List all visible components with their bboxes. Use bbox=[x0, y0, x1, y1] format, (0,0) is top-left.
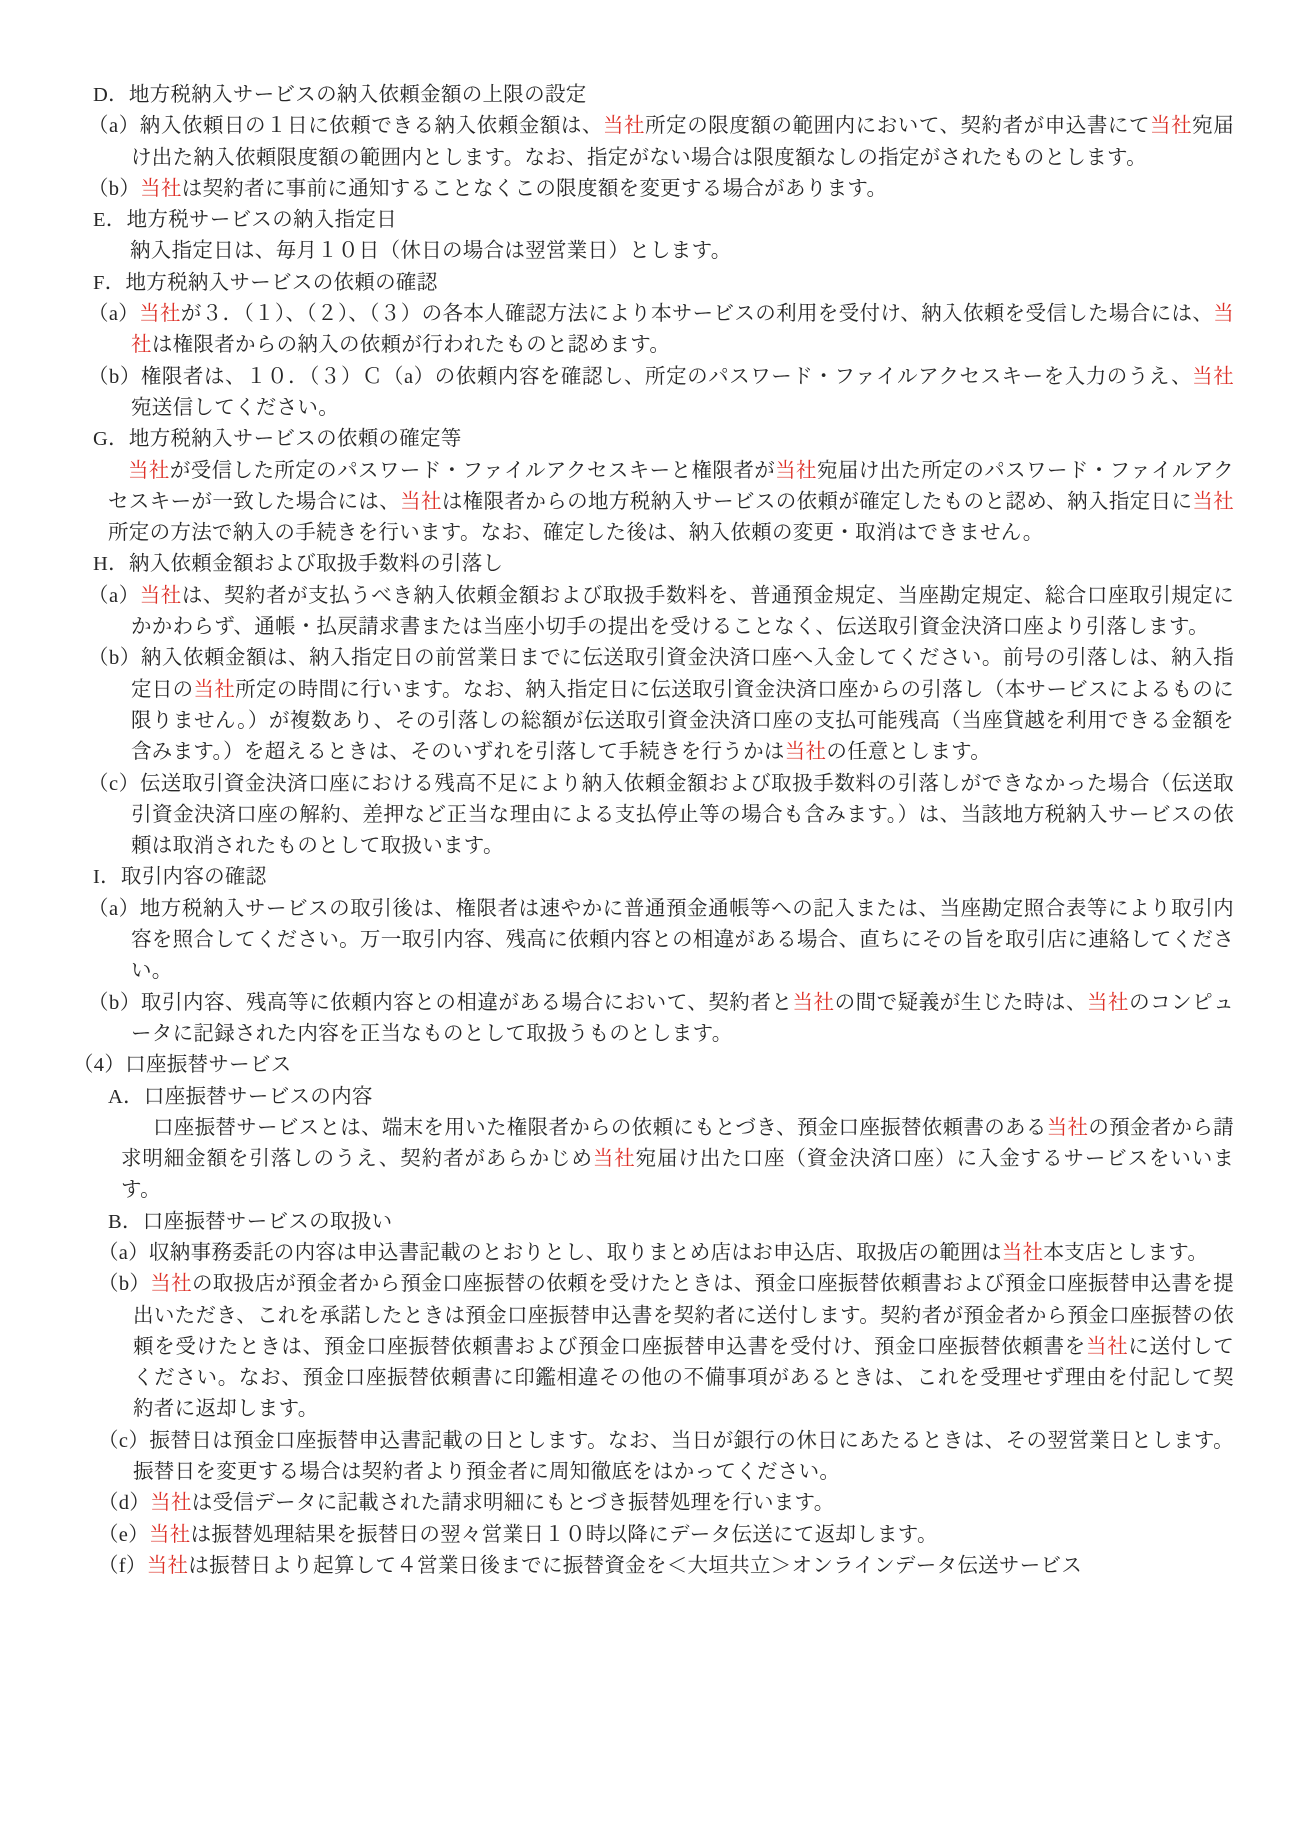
text-run: 所定の時間に行います。なお、納入指定日に伝送取引資金決済口座からの引落し（本サービスによるものに限りません。）が複数あり、その引落しの総額が伝送取引資金決済口座の支払可能残高（当座貸越を利用できる金額を含みます。）を超えるときは、そのいずれを引落して手続きを行うかは bbox=[131, 678, 1234, 764]
text-run: に送付してください。なお、預金口座振替依頼書に印鑑相違その他の不備事項があるときは、これを受理せず理由を付記して契約者に返却します。 bbox=[133, 1335, 1235, 1421]
paragraph-item2 bbox=[0, 1551, 1234, 1582]
company-term-highlight: 当社 bbox=[1086, 1335, 1129, 1358]
text-run: A．口座振替サービスの内容 bbox=[108, 1085, 373, 1108]
company-term-highlight: 当社 bbox=[131, 303, 1235, 357]
company-term-highlight: 当社 bbox=[150, 1273, 192, 1296]
text-run: の預金者から請求明細金額を引落しのうえ、契約者があらかじめ bbox=[121, 1116, 1234, 1171]
paragraph-item2 bbox=[0, 1238, 1234, 1269]
text-run: （b）取引内容、残高等に依頼内容との相違がある場合において、契約者と bbox=[88, 991, 793, 1014]
paragraph-h2 bbox=[0, 1207, 1234, 1238]
paragraph-h1 bbox=[0, 205, 1234, 236]
company-term-highlight: 当社 bbox=[1046, 1116, 1089, 1139]
company-term-highlight: 当社 bbox=[775, 459, 817, 482]
text-run: 所定の限度額の範囲内において、契約者が申込書にて bbox=[645, 115, 1151, 138]
text-run: の間で疑義が生じた時は、 bbox=[834, 991, 1087, 1014]
company-term-highlight: 当社 bbox=[784, 741, 827, 764]
paragraph-item bbox=[0, 362, 1234, 425]
company-term-highlight: 当社 bbox=[150, 1492, 192, 1515]
text-run: は権限者からの納入の依頼が行われたものと認めます。 bbox=[151, 334, 671, 357]
paragraph-item bbox=[0, 174, 1234, 205]
text-run: （f） bbox=[98, 1554, 147, 1577]
company-term-highlight: 当社 bbox=[128, 459, 170, 482]
text-run: I．取引内容の確認 bbox=[93, 866, 267, 889]
paragraph-ebody bbox=[0, 236, 1234, 267]
paragraph-h1 bbox=[0, 80, 1234, 111]
paragraph-h1 bbox=[0, 424, 1234, 455]
text-run: は、契約者が支払うべき納入依頼金額および取扱手数料を、普通預金規定、当座勘定規定、総合口座取引規定にかかわらず、通帳・払戻請求書または当座小切手の提出を受けることなく、伝送取引資金決済口座より引落します。 bbox=[131, 584, 1235, 639]
paragraph-item2 bbox=[0, 1269, 1234, 1425]
document-body bbox=[0, 80, 1234, 1582]
paragraph-item bbox=[0, 581, 1234, 644]
paragraph-item2 bbox=[0, 1488, 1234, 1519]
paragraph-h2 bbox=[0, 1082, 1234, 1113]
text-run: 納入指定日は、毎月１０日（休日の場合は翌営業日）とします。 bbox=[130, 240, 732, 263]
paragraph-item bbox=[0, 299, 1234, 362]
text-run: 宛届け出た口座（資金決済口座）に入金するサービスをいいます。 bbox=[121, 1148, 1234, 1202]
text-run: （e） bbox=[98, 1523, 149, 1546]
text-run: B．口座振替サービスの取扱い bbox=[108, 1210, 393, 1233]
text-run: G．地方税納入サービスの依頼の確定等 bbox=[93, 428, 462, 451]
paragraph-item bbox=[0, 111, 1234, 174]
paragraph-h1 bbox=[0, 268, 1234, 299]
text-run: のコンピュータに記録された内容を正当なものとして取扱うものとします。 bbox=[131, 991, 1234, 1045]
text-run: 本支店とします。 bbox=[1043, 1241, 1209, 1264]
text-run: が受信した所定のパスワード・ファイルアクセスキーと権限者が bbox=[169, 459, 776, 482]
text-run: （a）収納事務委託の内容は申込書記載のとおりとし、取りまとめ店はお申込店、取扱店の範囲は bbox=[98, 1241, 1002, 1264]
paragraph-item2 bbox=[0, 1426, 1234, 1489]
paragraph-h1 bbox=[0, 862, 1234, 893]
company-term-highlight: 当社 bbox=[149, 1523, 191, 1546]
text-run: が３．（１）、（２）、（３）の各本人確認方法により本サービスの利用を受付け、納入依頼を受信した場合には、 bbox=[180, 303, 1214, 326]
text-run: は振替処理結果を振替日の翌々営業日１０時以降にデータ伝送にて返却します。 bbox=[190, 1523, 938, 1546]
paragraph-item2 bbox=[0, 1520, 1234, 1551]
text-run: （a） bbox=[88, 303, 140, 326]
company-term-highlight: 当社 bbox=[1192, 490, 1234, 513]
company-term-highlight: 当社 bbox=[193, 678, 236, 701]
company-term-highlight: 当社 bbox=[139, 303, 181, 326]
text-run: （c）伝送取引資金決済口座における残高不足により納入依頼金額および取扱手数料の引落しができなかった場合（伝送取引資金決済口座の解約、差押など正当な理由による支払停止等の場合も含みます。）は、当該地方税納入サービスの依頼は取消されたものとして取扱います。 bbox=[88, 772, 1234, 858]
paragraph-h1 bbox=[0, 549, 1234, 580]
text-run: （a）納入依頼日の１日に依頼できる納入依頼金額は、 bbox=[88, 115, 603, 138]
text-run: F．地方税納入サービスの依頼の確認 bbox=[93, 271, 438, 294]
paragraph-gpara bbox=[0, 456, 1234, 550]
text-run: （d） bbox=[98, 1492, 151, 1515]
text-run: 所定の方法で納入の手続きを行います。なお、確定した後は、納入依頼の変更・取消はできません。 bbox=[108, 522, 1044, 545]
text-run: （b） bbox=[98, 1273, 151, 1296]
text-run: の任意とします。 bbox=[826, 741, 992, 764]
paragraph-item bbox=[0, 988, 1234, 1051]
text-run: は振替日より起算して４営業日後までに振替資金を＜大垣共立＞オンラインデータ伝送サービス bbox=[188, 1554, 1083, 1577]
paragraph-item bbox=[0, 643, 1234, 768]
text-run: は受信データに記載された請求明細にもとづき振替処理を行います。 bbox=[191, 1492, 835, 1515]
paragraph-item bbox=[0, 769, 1234, 863]
company-term-highlight: 当社 bbox=[792, 991, 835, 1014]
text-run: （c）振替日は預金口座振替申込書記載の日とします。なお、当日が銀行の休日にあたるときは、その翌営業日とします。振替日を変更する場合は契約者より預金者に周知徹底をはかってください。 bbox=[98, 1429, 1234, 1484]
text-run: 口座振替サービスとは、端末を用いた権限者からの依頼にもとづき、預金口座振替依頼書のある bbox=[153, 1116, 1047, 1139]
text-run: H．納入依頼金額および取扱手数料の引落し bbox=[93, 553, 504, 576]
text-run: （a） bbox=[88, 584, 140, 607]
text-run: 宛届け出た納入依頼限度額の範囲内とします。なお、指定がない場合は限度額なしの指定がされたものとします。 bbox=[131, 115, 1234, 169]
company-term-highlight: 当社 bbox=[139, 584, 182, 607]
company-term-highlight: 当社 bbox=[1150, 115, 1193, 138]
company-term-highlight: 当社 bbox=[140, 177, 182, 200]
text-run: （b）納入依頼金額は、納入指定日の前営業日までに伝送取引資金決済口座へ入金してください。前号の引落しは、納入指定日の bbox=[88, 647, 1234, 701]
paragraph-num bbox=[0, 1050, 1234, 1081]
company-term-highlight: 当社 bbox=[1001, 1241, 1044, 1264]
paragraph-apara bbox=[0, 1113, 1234, 1207]
text-run: の取扱店が預金者から預金口座振替の依頼を受けたときは、預金口座振替依頼書および預金口座振替申込書を提出いただき、これを承諾したときは預金口座振替申込書を契約者に送付します。契約者が預金者から預金口座振替の依頼を受けたときは、預金口座振替依頼書および預金口座振替申込書を受付け、預金口座振替依頼書を bbox=[133, 1273, 1234, 1358]
text-run: （4）口座振替サービス bbox=[73, 1054, 292, 1077]
text-run: D．地方税納入サービスの納入依頼金額の上限の設定 bbox=[93, 84, 587, 106]
company-term-highlight: 当社 bbox=[1086, 991, 1130, 1014]
company-term-highlight: 当社 bbox=[592, 1148, 636, 1171]
company-term-highlight: 当社 bbox=[1192, 365, 1234, 388]
company-term-highlight: 当社 bbox=[602, 115, 646, 138]
text-run: （b）権限者は、１０．（３）Ｃ（a）の依頼内容を確認し、所定のパスワード・ファイルアクセスキーを入力のうえ、 bbox=[88, 365, 1193, 388]
company-term-highlight: 当社 bbox=[400, 490, 442, 513]
company-term-highlight: 当社 bbox=[146, 1554, 189, 1577]
paragraph-item bbox=[0, 894, 1234, 988]
text-run: 宛届け出た所定のパスワード・ファイルアクセスキーが一致した場合には、 bbox=[108, 459, 1234, 513]
text-run: 宛送信してください。 bbox=[131, 396, 339, 419]
text-run: は権限者からの地方税納入サービスの依頼が確定したものと認め、納入指定日に bbox=[441, 490, 1193, 513]
text-run: （b） bbox=[88, 177, 141, 200]
text-run: は契約者に事前に通知することなくこの限度額を変更する場合があります。 bbox=[181, 177, 888, 200]
text-run: （a）地方税納入サービスの取引後は、権限者は速やかに普通預金通帳等への記入または、当座勘定照合表等により取引内容を照合してください。万一取引内容、残高に依頼内容との相違がある場合、直ちにその旨を取引店に連絡してください。 bbox=[88, 897, 1234, 983]
text-run: E．地方税サービスの納入指定日 bbox=[93, 209, 398, 232]
